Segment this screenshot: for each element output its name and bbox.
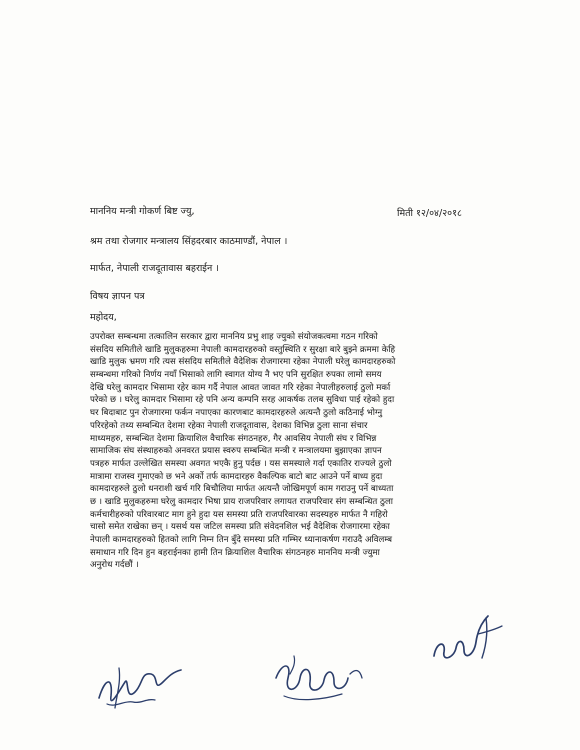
body-line: चासो समेत राखेका छन् । यसर्थ यस जटिल समस्या प्रति संवेदनशिल भई वैदेशिक रोजगारमा रहेका [90,522,390,533]
body-line: घर बिदाबाट पुन रोजगारमा फर्कन नपाएका कारणबाट कामदारहरुले अत्यन्तै ठुलो कठिनाई भोग्नु [90,408,383,419]
body-line: छ । खाडि मुलुकहरुमा घरेलु कामदार भिषा प्राय राजपरिवार लगायत राजपरिवार संग सम्बन्धित ठुला [90,496,394,507]
salutation: महोदय, [90,312,117,323]
subject-line: विषय ज्ञापन पत्र [90,291,145,302]
body-line: उपरोक्त सम्बन्धमा तत्कालिन सरकार द्वारा माननिय प्रभु शाह ज्युको संयोजकत्वमा गठन गरिको [90,332,378,342]
body-line: सामाजिक संघ संस्थाहरुको अनवरत प्रयास स्वरुप सम्बन्धित मन्त्री र मन्त्रालयमा बुझाएका ज्ञापन [90,446,382,457]
body-line: सम्बन्धमा गरिको निर्णय नयाँ भिसाको लागि स्वागत योग्य नै भए पनि सुरक्षित रुपका लामो समय [90,370,382,381]
body-line: मात्रामा राजस्व गुमाएको छ भने अर्को तर्फ कामदारहरु वैकल्पिक बाटो बाट आउने पर्ने बाध्य हुदा [90,471,383,482]
signature-2 [268,648,368,708]
body-line: परेको छ । घरेलु कामदार भिसामा रहे पनि अन्य कम्पनि सरह आकर्षक तलब सुविधा पाई रहेको हुदा [90,395,395,406]
body-line: माध्यमहरु, सम्बन्धित देशमा क्रियाशिल वैचारिक संगठनहरु, गैर आवसिय नेपाली संघ र विभिन्न [90,433,377,444]
body-line: कर्मचारीहरुको परिवारबाट माग हुने हुदा यस समस्या प्रति राजपरिवारका सदस्यहरु मार्फत नै गहिरो [90,509,388,520]
via-embassy-line: मार्फत, नेपाली राजदूतावास बहराईन । [90,263,219,274]
body-line: संसदिय समितीले खाडि मुलुकहरुमा नेपाली कामदारहरुको वस्तुस्थिति र सुरक्षा बारे बुझ्ने क्रममा केहि [90,344,396,355]
body-line: पत्रहरु मार्फत उल्लेखित समस्या अवगत भएकै हुनु पर्दछ । यस समस्याले गर्दा एकातिर राज्यले ठुलो [90,458,392,469]
body-line: खाडि मुलुक भ्रमण गरि त्यस संसदिय समितीले वैदेशिक रोजगारमा रहेका नेपाली घरेलु कामदारहरुको [90,357,396,368]
letter-body [90,331,500,572]
ministry-address: श्रम तथा रोजगार मन्त्रालय सिंहदरबार काठमाण्डौं, नेपाल । [90,236,288,247]
signature-3 [428,612,508,672]
body-line: समाधान गरि दिन हुन बहराईनका हामी तिन क्रियाशिल वैचारिक संगठनहरु माननिय मन्त्री ज्युमा [90,547,380,558]
signature-1 [95,658,185,718]
body-line: अनुरोध गर्दछौं । [90,560,139,571]
body-line: कामदारहरुले ठुलो धनराशी खर्च गरि बिचौलिया मार्फत अत्यन्तै जोखिमपूर्ण काम गराउनु पर्ने बाध्यता [90,484,394,495]
body-line: परिरहेको तथ्य सम्बन्धित देशमा रहेका नेपाली राजदूतावास, देशका विभिन्न ठुला साना संचार [90,420,368,431]
letter-date: मिती १२/०४/२०१८ [397,208,462,219]
recipient-line: माननिय मन्त्री गोकर्ण बिष्ट ज्यु, [90,206,195,217]
body-line: नेपाली कामदारहरुको हितको लागि निम्न तिन बुँदे समस्या प्रति गम्भिर ध्यानाकर्षण गराउदै अविलम्ब [90,535,393,545]
body-line: देखि घरेलु कामदार भिसामा रहेर काम गर्दै नेपाल आवत जावत गरि रहेका नेपालीहरुलाई ठुलो मर्का [90,382,391,393]
